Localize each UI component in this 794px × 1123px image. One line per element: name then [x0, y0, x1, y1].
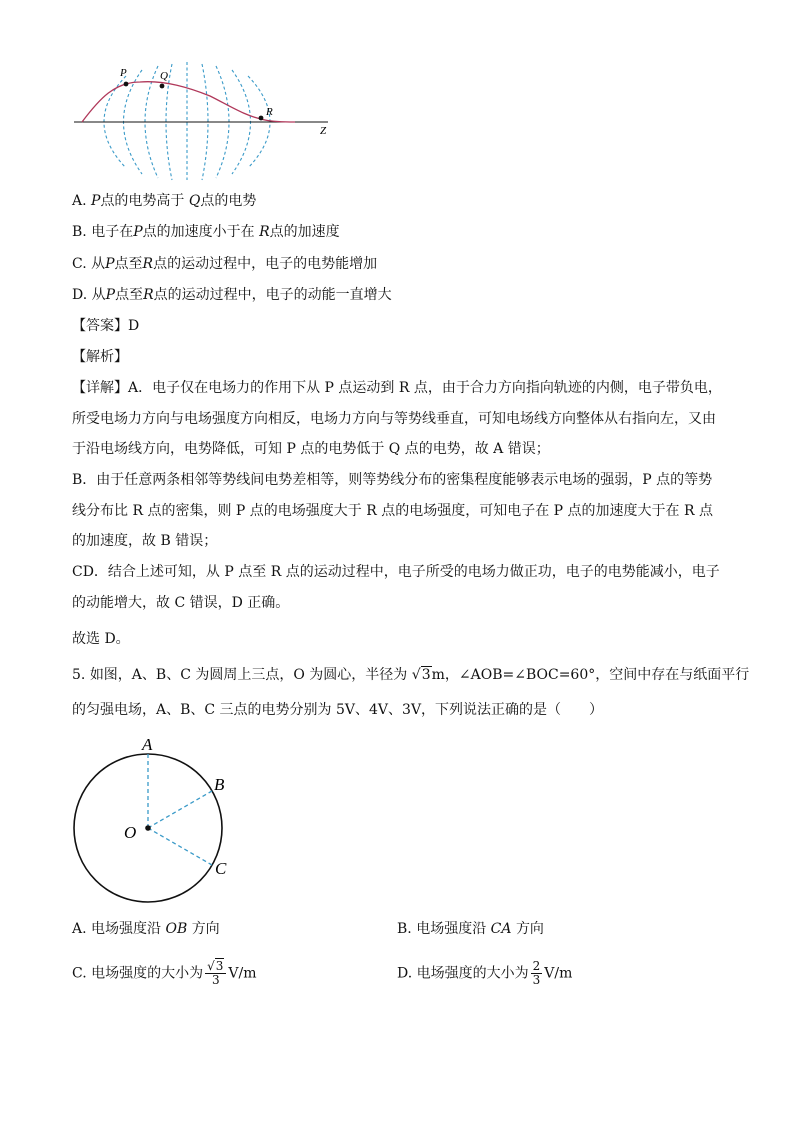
trajectory-curve — [82, 82, 295, 122]
question-5-line-1: 5. 如图，A、B、C 为圆周上三点，O 为圆心，半径为 √3m，∠AOB=∠BOC=60°，空间中存在与纸面平行 — [72, 667, 750, 683]
question-5-line-2: 的匀强电场，A、B、C 三点的电势分别为 5V、4V、3V，下列说法正确的是（ ） — [72, 702, 604, 718]
label-q: Q — [160, 70, 168, 82]
label-a: A — [142, 735, 153, 754]
label-z: Z — [320, 125, 327, 137]
center-point — [145, 825, 151, 831]
q4-option-d: D. 从P点至R点的运动过程中，电子的动能一直增大 — [72, 287, 392, 303]
q5-option-c: C. 电场强度的大小为 $\frac{√3}{3}$ V/m — [72, 959, 257, 987]
q4-option-c: C. 从P点至R点的运动过程中，电子的电势能增加 — [72, 256, 378, 272]
detail-paragraph-1: 【详解】A．电子仅在电场力的作用下从 P 点运动到 R 点，由于合力方向指向轨迹的内侧，电子带负电，所受电场力方向与电场强度方向相反，电场力方向与等势线垂直，可知电场线方向整体从右指向左，又由于沿电场线方向，电势降低，可知 P 点的电势低于 Q 点的电势，故 A 错误； — [72, 380, 722, 457]
label-p: P — [120, 67, 127, 79]
equipotential-figure — [70, 60, 340, 182]
point-p — [124, 82, 129, 87]
label-r: R — [266, 106, 273, 118]
point-q — [160, 84, 165, 89]
label-c: C — [215, 859, 227, 878]
analysis-label: 【解析】 — [72, 349, 128, 365]
detail-paragraph-2: B．由于任意两条相邻等势线间电势差相等，则等势线分布的密集程度能够表示电场的强弱，P 点的等势线分布比 R 点的密集，则 P 点的电场强度大于 R 点的电场强度，可知电子在 P 点的加速度大于在 R 点的加速度，故 B 错误； — [72, 472, 713, 549]
conclusion: 故选 D。 — [72, 631, 130, 647]
radius-value: √3 — [411, 667, 431, 683]
q4-option-a: A. P点的电势高于 Q点的电势 — [72, 193, 257, 209]
q4-option-b: B. 电子在P点的加速度小于在 R点的加速度 — [72, 224, 340, 240]
label-o: O — [124, 823, 137, 842]
q5-option-a: A. 电场强度沿 OB 方向 — [72, 921, 220, 937]
answer-line: 【答案】D — [72, 318, 140, 334]
detail-paragraph-3: CD．结合上述可知，从 P 点至 R 点的运动过程中，电子所受的电场力做正功，电子的电势能减小，电子的动能增大，故 C 错误，D 正确。 — [72, 564, 720, 611]
label-b: B — [214, 775, 225, 794]
point-r — [259, 116, 264, 121]
q5-option-d: D. 电场强度的大小为 $\frac{2}{3}$ V/m — [397, 959, 573, 987]
radius-ob — [148, 791, 212, 828]
radius-oc — [148, 828, 212, 865]
q5-option-b: B. 电场强度沿 CA 方向 — [397, 921, 544, 937]
fraction-2-over-3: $\frac{2}{3}$ — [532, 959, 541, 987]
circle-figure — [68, 732, 248, 907]
fraction-sqrt3-over-3: $\frac{√3}{3}$ — [205, 960, 226, 987]
